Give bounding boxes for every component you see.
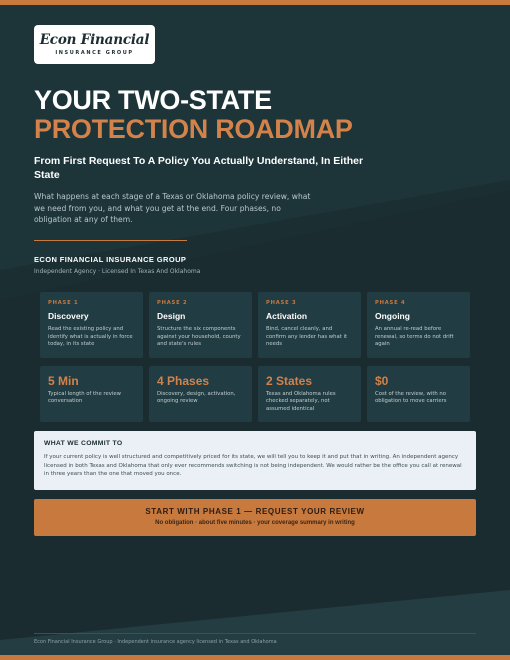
accent-divider [34,240,187,241]
title-line-2: PROTECTION ROADMAP [34,114,353,144]
phase-tag: PHASE 4 [375,300,406,306]
phase-title: Design [157,311,186,321]
phase-title: Activation [266,311,308,321]
stat-value: 4 Phases [157,374,210,388]
organization-name: ECON FINANCIAL INSURANCE GROUP [34,255,187,264]
request-review-button[interactable] [34,499,476,536]
stat-description: Cost of the review, with no obligation to move carriers [375,391,447,405]
stat-card-cost [367,366,470,422]
phase-card-discovery [40,292,143,358]
organization-tagline: Independent Agency · Licensed In Texas And Oklahoma [34,268,201,275]
cta-label: START WITH PHASE 1 — REQUEST YOUR REVIEW [145,507,365,516]
phase-description: Structure the six components against your household, county and state's rules [157,326,241,348]
phase-tag: PHASE 3 [266,300,297,306]
intro-paragraph: What happens at each stage of a Texas or Oklahoma policy review, what we need from you, and what you get at the end. Four phases, no obligation at any of them. [34,192,311,224]
stat-value: $0 [375,374,389,388]
phase-description: Read the existing policy and identify what is actually in force today, in its state [48,326,133,348]
commitment-title: WHAT WE COMMIT TO [44,440,123,447]
cta-sublabel: No obligation · about five minutes · your coverage summary in writing [155,520,355,526]
top-accent-bar [0,0,510,5]
page-title [34,86,353,144]
footer-text: Econ Financial Insurance Group · Independent insurance agency licensed in Texas and Oklahoma [34,639,277,645]
phase-tag: PHASE 2 [157,300,188,306]
brand-logo [34,25,155,64]
phase-description: Bind, cancel cleanly, and confirm any lender has what it needs [266,326,348,348]
phase-card-design [149,292,252,358]
stat-description: Typical length of the review conversation [48,391,121,405]
bottom-accent-bar [0,655,510,660]
phase-title: Ongoing [375,311,410,321]
brand-name: Econ Financial [39,32,150,48]
commitment-panel [34,431,476,490]
subheadline: From First Request To A Policy You Actually Understand, In Either State [34,155,364,181]
stat-description: Discovery, design, activation, ongoing review [157,391,236,405]
phase-card-activation [258,292,361,358]
commitment-body: If your current policy is well structured and competitively priced for its state, we will tell you to keep it and put that in writing. An independent agency licensed in both Texas and Oklahoma that only ever recommends switching is not being independent. We would rather be the office you call at renewal in three years than the one that moved you once. [44,454,462,478]
footer-divider [34,633,476,634]
stat-description: Texas and Oklahoma rules checked separately, not assumed identical [266,391,336,412]
phase-tag: PHASE 1 [48,300,79,306]
phase-title: Discovery [48,311,89,321]
stat-card-duration [40,366,143,422]
phase-description: An annual re-read before renewal, so terms do not drift again [375,326,454,348]
title-line-1: YOUR TWO-STATE [34,85,272,115]
stat-card-phases [149,366,252,422]
stat-value: 5 Min [48,374,79,388]
phase-card-ongoing [367,292,470,358]
stat-card-states [258,366,361,422]
stat-value: 2 States [266,374,313,388]
brand-subtitle: INSURANCE GROUP [55,50,134,56]
